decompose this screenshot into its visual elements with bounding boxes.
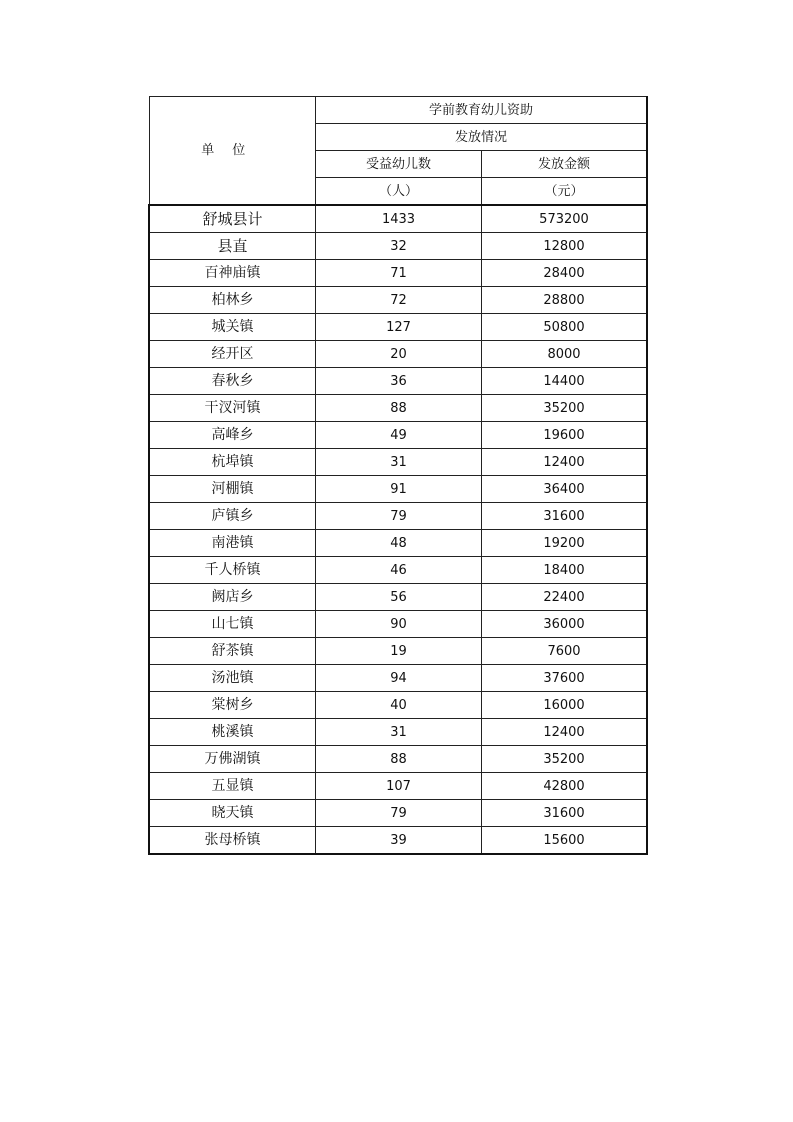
- amount-cell: 42800: [482, 773, 648, 800]
- table-row: [149, 611, 647, 638]
- children-column-header: 受益幼儿数: [316, 151, 482, 178]
- amount-cell: 7600: [482, 638, 648, 665]
- amount-cell: 15600: [482, 827, 648, 855]
- unit-cell: 县直: [149, 233, 316, 260]
- amount-cell: 14400: [482, 368, 648, 395]
- table-row: [149, 395, 647, 422]
- unit-cell: 舒茶镇: [149, 638, 316, 665]
- funding-table: [148, 96, 648, 855]
- children-count-cell: 39: [316, 827, 482, 855]
- children-count-cell: 31: [316, 719, 482, 746]
- table-row: [149, 746, 647, 773]
- amount-cell: 35200: [482, 395, 648, 422]
- unit-cell: 舒城县计: [149, 205, 316, 233]
- table-row: [149, 368, 647, 395]
- unit-cell: 汤池镇: [149, 665, 316, 692]
- children-count-cell: 1433: [316, 205, 482, 233]
- children-count-cell: 36: [316, 368, 482, 395]
- children-count-cell: 127: [316, 314, 482, 341]
- unit-cell: 张母桥镇: [149, 827, 316, 855]
- children-count-cell: 19: [316, 638, 482, 665]
- unit-cell: 庐镇乡: [149, 503, 316, 530]
- header-row-1: [149, 97, 647, 124]
- amount-cell: 31600: [482, 503, 648, 530]
- children-count-cell: 31: [316, 449, 482, 476]
- children-count-cell: 107: [316, 773, 482, 800]
- amount-cell: 36000: [482, 611, 648, 638]
- group-title: 学前教育幼儿资助: [316, 97, 648, 124]
- unit-cell: 城关镇: [149, 314, 316, 341]
- table-row: [149, 233, 647, 260]
- table-row: [149, 773, 647, 800]
- children-count-cell: 79: [316, 800, 482, 827]
- amount-cell: 12400: [482, 719, 648, 746]
- amount-cell: 36400: [482, 476, 648, 503]
- unit-cell: 百神庙镇: [149, 260, 316, 287]
- children-count-cell: 48: [316, 530, 482, 557]
- table-row: [149, 665, 647, 692]
- unit-cell: 杭埠镇: [149, 449, 316, 476]
- total-row: [149, 205, 647, 233]
- children-count-cell: 71: [316, 260, 482, 287]
- amount-cell: 19600: [482, 422, 648, 449]
- amount-cell: 22400: [482, 584, 648, 611]
- children-count-cell: 32: [316, 233, 482, 260]
- amount-cell: 8000: [482, 341, 648, 368]
- unit-cell: 山七镇: [149, 611, 316, 638]
- table-row: [149, 341, 647, 368]
- unit-cell: 千人桥镇: [149, 557, 316, 584]
- unit-cell: 晓天镇: [149, 800, 316, 827]
- table-row: [149, 503, 647, 530]
- table-body: [149, 97, 647, 855]
- unit-cell: 五显镇: [149, 773, 316, 800]
- table-row: [149, 584, 647, 611]
- unit-cell: 棠树乡: [149, 692, 316, 719]
- amount-cell: 573200: [482, 205, 648, 233]
- children-count-cell: 72: [316, 287, 482, 314]
- table-row: [149, 449, 647, 476]
- unit-cell: 经开区: [149, 341, 316, 368]
- unit-cell: 南港镇: [149, 530, 316, 557]
- amount-cell: 37600: [482, 665, 648, 692]
- table-row: [149, 260, 647, 287]
- amount-cell: 12400: [482, 449, 648, 476]
- table-row: [149, 827, 647, 855]
- children-count-cell: 94: [316, 665, 482, 692]
- table-row: [149, 692, 647, 719]
- table-row: [149, 530, 647, 557]
- table-row: [149, 287, 647, 314]
- children-count-cell: 56: [316, 584, 482, 611]
- table-row: [149, 314, 647, 341]
- children-count-cell: 46: [316, 557, 482, 584]
- children-count-cell: 20: [316, 341, 482, 368]
- table-row: [149, 638, 647, 665]
- table-row: [149, 422, 647, 449]
- amount-cell: 31600: [482, 800, 648, 827]
- amount-cell: 16000: [482, 692, 648, 719]
- children-unit-label: （人）: [316, 178, 482, 206]
- sub-title: 发放情况: [316, 124, 648, 151]
- children-count-cell: 79: [316, 503, 482, 530]
- unit-cell: 河棚镇: [149, 476, 316, 503]
- children-count-cell: 40: [316, 692, 482, 719]
- unit-cell: 阙店乡: [149, 584, 316, 611]
- amount-cell: 19200: [482, 530, 648, 557]
- children-count-cell: 49: [316, 422, 482, 449]
- amount-cell: 18400: [482, 557, 648, 584]
- amount-cell: 35200: [482, 746, 648, 773]
- amount-cell: 28400: [482, 260, 648, 287]
- table-row: [149, 557, 647, 584]
- unit-cell: 万佛湖镇: [149, 746, 316, 773]
- amount-cell: 50800: [482, 314, 648, 341]
- unit-cell: 春秋乡: [149, 368, 316, 395]
- unit-column-header: 单位: [149, 97, 316, 206]
- amount-unit-label: （元）: [482, 178, 648, 206]
- table-row: [149, 800, 647, 827]
- unit-cell: 高峰乡: [149, 422, 316, 449]
- children-count-cell: 88: [316, 395, 482, 422]
- amount-cell: 28800: [482, 287, 648, 314]
- unit-cell: 干汊河镇: [149, 395, 316, 422]
- unit-cell: 桃溪镇: [149, 719, 316, 746]
- amount-column-header: 发放金额: [482, 151, 648, 178]
- amount-cell: 12800: [482, 233, 648, 260]
- children-count-cell: 88: [316, 746, 482, 773]
- table-row: [149, 719, 647, 746]
- table-row: [149, 476, 647, 503]
- unit-cell: 柏林乡: [149, 287, 316, 314]
- children-count-cell: 91: [316, 476, 482, 503]
- children-count-cell: 90: [316, 611, 482, 638]
